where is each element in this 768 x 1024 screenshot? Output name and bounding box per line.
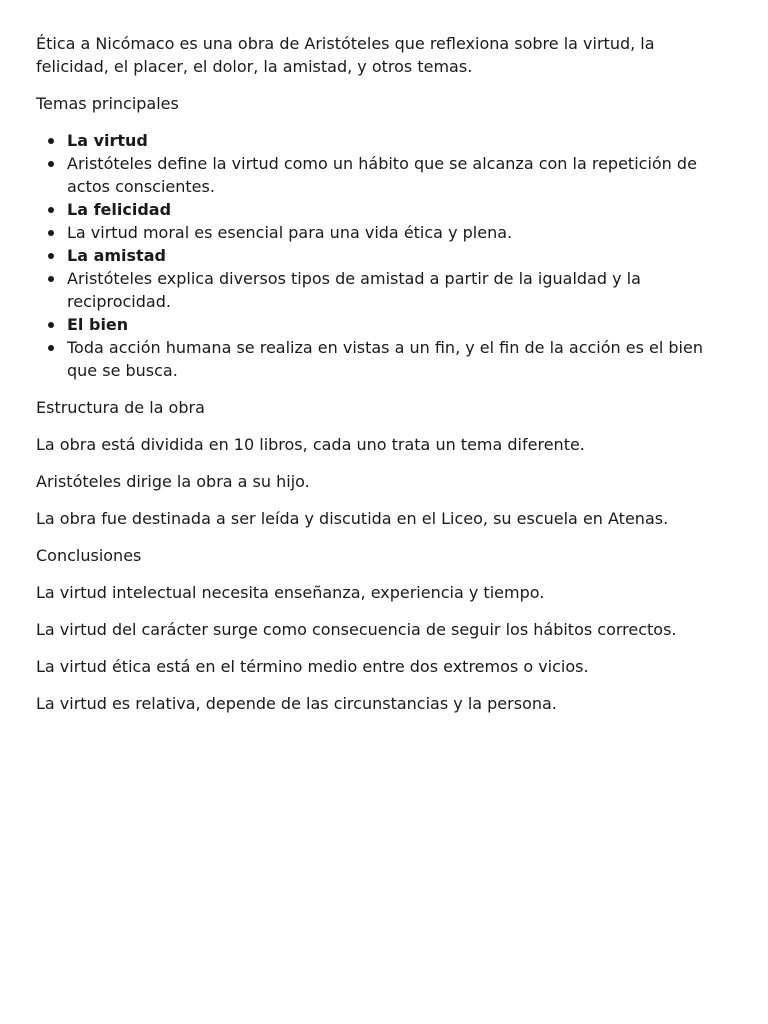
list-item-text: La virtud (67, 131, 148, 150)
list-item (36, 244, 716, 267)
bullet-icon (48, 230, 54, 236)
bullet-icon (48, 345, 54, 351)
structure-paragraph: Aristóteles dirige la obra a su hijo. (36, 472, 310, 491)
list-item (36, 152, 716, 198)
conclusion-paragraph: La virtud intelectual necesita enseñanza, experiencia y tiempo. (36, 583, 545, 602)
list-item (36, 129, 716, 152)
structure-paragraph: La obra está dividida en 10 libros, cada uno trata un tema diferente. (36, 435, 585, 454)
bullet-icon (48, 207, 54, 213)
bullet-icon (48, 322, 54, 328)
themes-list (36, 129, 716, 382)
list-item (36, 198, 716, 221)
section-heading-structure: Estructura de la obra (36, 398, 205, 417)
list-item (36, 221, 716, 244)
section-heading-main-themes: Temas principales (36, 94, 179, 113)
list-item (36, 336, 716, 382)
bullet-icon (48, 253, 54, 259)
structure-paragraph: La obra fue destinada a ser leída y discutida en el Liceo, su escuela en Atenas. (36, 509, 669, 528)
section-heading-conclusions: Conclusiones (36, 546, 142, 565)
list-item-text: El bien (67, 315, 129, 334)
list-item-text: Toda acción humana se realiza en vistas a un fin, y el fin de la acción es el bien que se busca. (67, 338, 703, 380)
document-page (36, 32, 716, 729)
list-item-text: Aristóteles define la virtud como un hábito que se alcanza con la repetición de actos conscientes. (67, 154, 697, 196)
conclusion-paragraph: La virtud del carácter surge como consecuencia de seguir los hábitos correctos. (36, 620, 677, 639)
conclusion-paragraph: La virtud es relativa, depende de las circunstancias y la persona. (36, 694, 557, 713)
list-item (36, 267, 716, 313)
conclusion-paragraph: La virtud ética está en el término medio entre dos extremos o vicios. (36, 657, 589, 676)
bullet-icon (48, 161, 54, 167)
list-item-text: La felicidad (67, 200, 172, 219)
list-item-text: La amistad (67, 246, 166, 265)
bullet-icon (48, 138, 54, 144)
list-item-text: Aristóteles explica diversos tipos de amistad a partir de la igualdad y la reciprocidad. (67, 269, 641, 311)
intro-paragraph: Ética a Nicómaco es una obra de Aristóteles que reflexiona sobre la virtud, la felicidad, el placer, el dolor, la amistad, y otros temas. (36, 34, 655, 76)
list-item-text: La virtud moral es esencial para una vida ética y plena. (67, 223, 513, 242)
bullet-icon (48, 276, 54, 282)
list-item (36, 313, 716, 336)
